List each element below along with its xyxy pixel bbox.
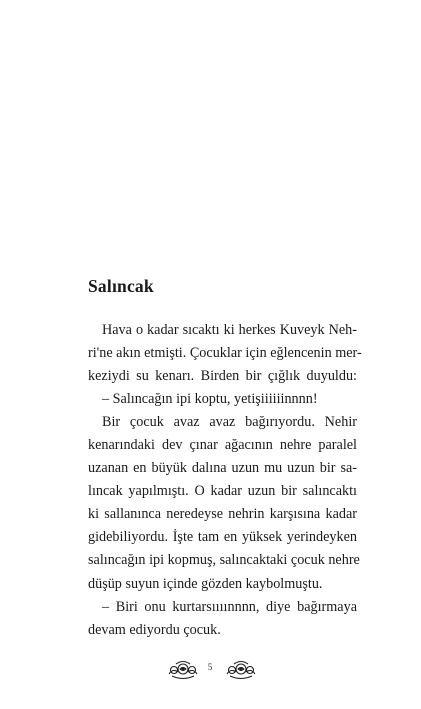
text-line: – Salıncağın ipi koptu, yetişiiiiiinnnn! <box>102 391 318 408</box>
text-line: – Biri onu kurtarsıııınnnn, diye bağırmaya <box>102 598 357 615</box>
page-footer <box>0 658 421 682</box>
text-line: lıncak yapılmıştı. O kadar uzun bir salıncaktı <box>88 483 357 500</box>
text-line: devam ediyordu çocuk. <box>88 621 221 638</box>
floral-ornament-icon <box>224 658 258 680</box>
text-line: kenarındaki dev çınar ağacının nehre paralel <box>88 437 357 454</box>
text-line: ki sallanınca neredeyse nehrin karşısına kadar <box>88 506 357 523</box>
text-line: keziydi su kenarı. Birden bir çığlık duyuldu: <box>88 368 357 385</box>
text-line: Bir çocuk avaz avaz bağırıyordu. Nehir <box>102 414 357 431</box>
text-line: ri'ne akın etmişti. Çocuklar için eğlencenin mer- <box>88 345 362 362</box>
floral-ornament-icon <box>166 658 200 680</box>
text-line: Hava o kadar sıcaktı ki herkes Kuveyk Neh- <box>102 322 357 338</box>
text-line: salıncağın ipi kopmuş, salıncaktaki çocuk nehre <box>88 552 360 569</box>
chapter-title: Salıncak <box>88 276 154 296</box>
page-number: 5 <box>207 662 213 672</box>
text-line: uzanan en büyük dalına uzun mu uzun bir sa- <box>88 460 357 477</box>
text-line: gidebiliyordu. İşte tam en yüksek yerindeyken <box>88 529 357 546</box>
text-line: düşüp suyun içinde gözden kaybolmuştu. <box>88 575 323 592</box>
story-text <box>88 319 362 642</box>
